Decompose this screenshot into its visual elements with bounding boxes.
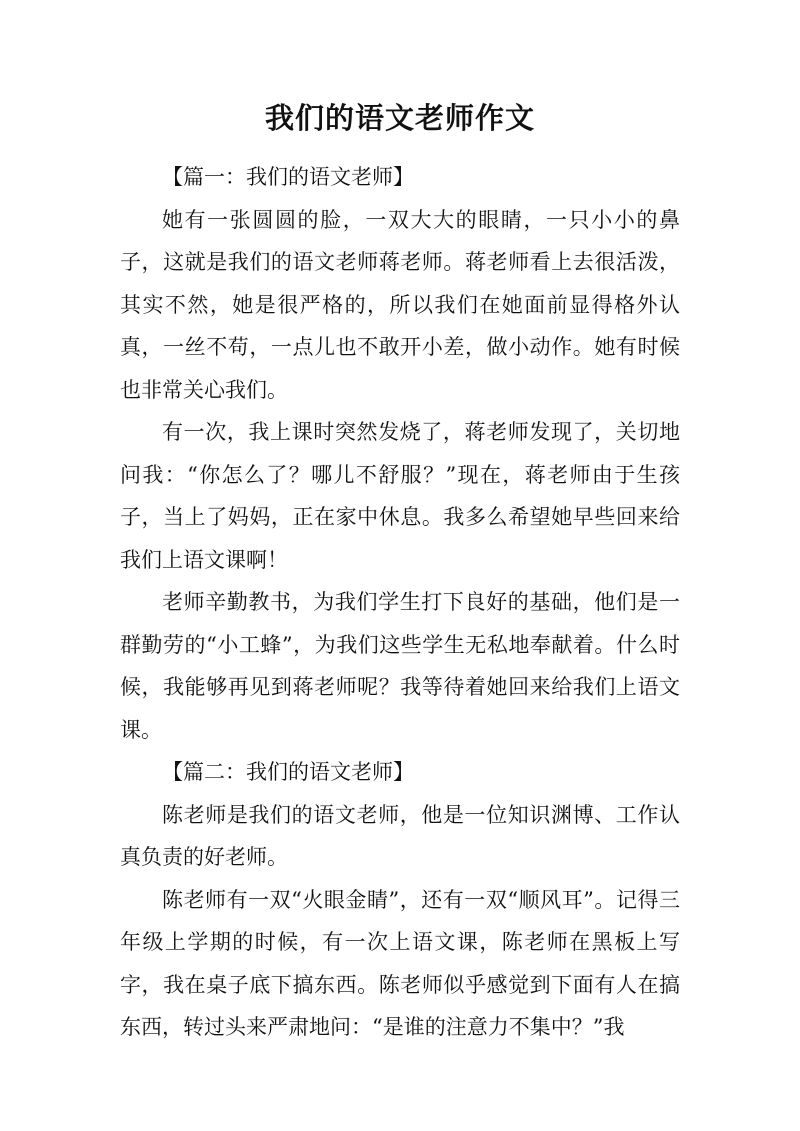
paragraph: 陈老师是我们的语文老师，他是一位知识渊博、工作认真负责的好老师。 (120, 802, 680, 869)
document-title: 我们的语文老师作文 (264, 101, 535, 135)
paragraph: 老师辛勤教书，为我们学生打下良好的基础，他们是一群勤劳的“小工蜂”，为我们这些学生无私地奉献着。什么时候，我能够再见到蒋老师呢？我等待着她回来给我们上语文课。 (120, 590, 680, 742)
document-body (120, 156, 680, 1049)
paragraph: 有一次，我上课时突然发烧了，蒋老师发现了，关切地问我：“你怎么了？哪儿不舒服？”现在，蒋老师由于生孩子，当上了妈妈，正在家中休息。我多么希望她早些回来给我们上语文课啊！ (120, 420, 680, 572)
paragraph: 她有一张圆圆的脸，一双大大的眼睛，一只小小的鼻子，这就是我们的语文老师蒋老师。蒋老师看上去很活泼，其实不然，她是很严格的，所以我们在她面前显得格外认真，一丝不苟，一点儿也不敢开小差，做小动作。她有时候也非常关心我们。 (120, 207, 680, 402)
section-heading-2: 【篇二：我们的语文老师】 (162, 760, 414, 784)
paragraph: 陈老师有一双“火眼金睛”，还有一双“顺风耳”。记得三年级上学期的时候，有一次上语文课，陈老师在黑板上写字，我在桌子底下搞东西。陈老师似乎感觉到下面有人在搞东西，转过头来严肃地问：“是谁的注意力不集中？”我 (120, 887, 680, 1039)
section-heading-1: 【篇一：我们的语文老师】 (162, 165, 414, 189)
